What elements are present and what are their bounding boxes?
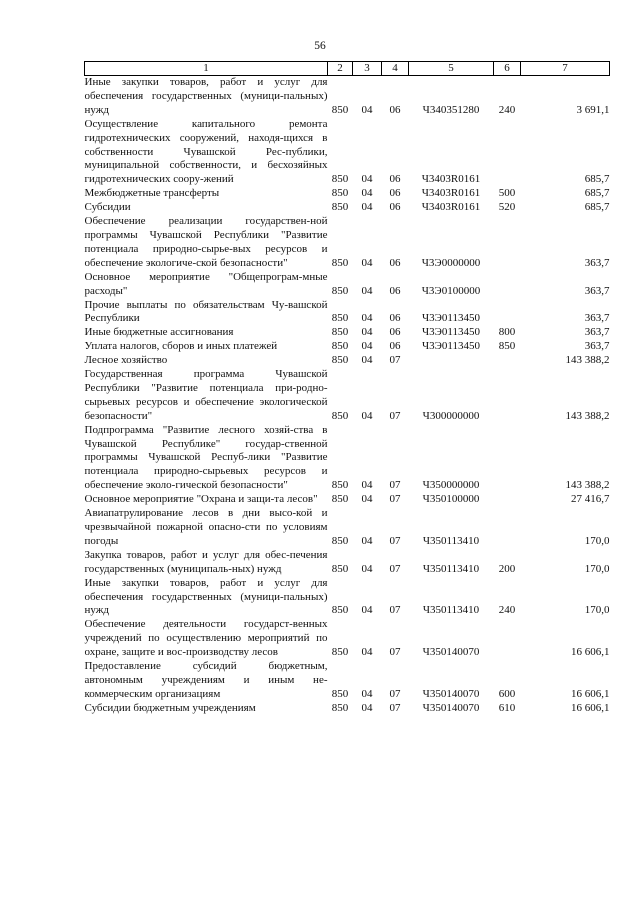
row-admin-code: 850 (331, 312, 349, 325)
row-subsection: 06 (389, 256, 401, 269)
row-section: 04 (361, 340, 373, 353)
row-admin-code: 850 (331, 687, 349, 700)
row-section: 04 (361, 701, 373, 714)
row-admin-code: 850 (331, 409, 349, 422)
row-admin-code: 850 (331, 256, 349, 269)
row-admin-code: 850 (331, 284, 349, 297)
row-amount: 16 606,1 (571, 646, 610, 659)
table-row (85, 493, 610, 507)
row-amount: 16 606,1 (571, 701, 610, 714)
table-row (85, 354, 610, 368)
row-expense-type (494, 507, 521, 549)
row-section: 04 (361, 409, 373, 422)
row-name: Межбюджетные трансферты (84, 187, 220, 200)
header-row (85, 62, 610, 76)
row-subsection: 07 (389, 701, 401, 714)
row-admin-code: 850 (331, 173, 349, 186)
row-subsection: 07 (389, 646, 401, 659)
row-admin-code: 850 (331, 534, 349, 547)
table-row (85, 187, 610, 201)
row-name: Предоставление субсидий бюджетным, автономным учреждениям и иным не-коммерческим организациям (84, 660, 328, 700)
row-admin-code: 850 (331, 187, 349, 200)
row-admin-code: 850 (331, 103, 349, 116)
row-admin-code: 850 (331, 354, 349, 367)
row-name: Обеспечение реализации государствен-ной программы Чувашской Республики "Развитие потенциала природно-сырье-вых ресурсов и обеспечение экологиче-ской безопасности" (84, 215, 328, 269)
row-subsection: 06 (389, 326, 401, 339)
table-row (85, 340, 610, 354)
row-target-article: Ч350140070 (422, 646, 480, 659)
row-subsection: 07 (389, 354, 401, 367)
table-row (85, 118, 610, 188)
row-target-article: Ч3Э0113450 (421, 312, 480, 325)
row-subsection: 07 (389, 409, 401, 422)
row-subsection: 06 (389, 103, 401, 116)
row-name: Основное мероприятие "Общепрограм-мные расходы" (84, 270, 328, 297)
row-section: 04 (361, 256, 373, 269)
row-expense-type (494, 424, 521, 494)
row-section: 04 (361, 562, 373, 575)
row-target-article: Ч350140070 (422, 687, 480, 700)
row-target-article: Ч350113410 (422, 604, 480, 617)
row-target-article: Ч350000000 (422, 479, 480, 492)
page-number: 56 (314, 40, 326, 52)
row-name: Осуществление капитального ремонта гидротехнических сооружений, находя-щихся в собственности Чувашской Рес-публики, муниципальной собственности, и бесхозяйных гидротехнических соору-жений (84, 117, 328, 186)
row-section: 04 (361, 284, 373, 297)
row-target-article (409, 354, 494, 368)
row-amount: 170,0 (584, 534, 610, 547)
row-amount: 363,7 (584, 284, 610, 297)
row-expense-type: 240 (498, 604, 516, 617)
row-expense-type (494, 618, 521, 660)
row-section: 04 (361, 173, 373, 186)
row-admin-code: 850 (331, 326, 349, 339)
row-expense-type (494, 368, 521, 424)
row-admin-code: 850 (331, 340, 349, 353)
row-subsection: 07 (389, 687, 401, 700)
row-target-article: Ч3403R0161 (421, 173, 481, 186)
row-subsection: 07 (389, 604, 401, 617)
row-name: Субсидии бюджетным учреждениям (84, 701, 256, 714)
row-subsection: 06 (389, 173, 401, 186)
header-col-2: 2 (328, 62, 353, 76)
row-expense-type (494, 215, 521, 271)
row-name: Закупка товаров, работ и услуг для обес-печения государственных (муниципаль-ных) нужд (84, 548, 328, 575)
row-section: 04 (361, 534, 373, 547)
row-amount: 363,7 (584, 326, 610, 339)
row-subsection: 07 (389, 479, 401, 492)
row-section: 04 (361, 687, 373, 700)
table-row (85, 215, 610, 271)
row-section: 04 (361, 312, 373, 325)
row-section: 04 (361, 326, 373, 339)
header-col-4: 4 (382, 62, 409, 76)
row-target-article: Ч350140070 (422, 701, 480, 714)
row-expense-type: 610 (498, 701, 516, 714)
row-section: 04 (361, 604, 373, 617)
table-row (85, 660, 610, 702)
table-row (85, 326, 610, 340)
table-row (85, 76, 610, 118)
row-subsection: 06 (389, 340, 401, 353)
table-row (85, 299, 610, 327)
table-row (85, 549, 610, 577)
row-name: Авиапатрулирование лесов в дни высо-кой и чрезвычайной пожарной опасно-сти по условиям погоды (84, 507, 328, 547)
row-expense-type: 600 (498, 687, 516, 700)
row-target-article: Ч3Э0100000 (421, 284, 481, 297)
row-amount: 3 691,1 (576, 103, 610, 116)
row-amount: 363,7 (584, 312, 610, 325)
row-amount: 143 388,2 (565, 354, 610, 367)
row-subsection: 06 (389, 187, 401, 200)
row-expense-type: 800 (498, 326, 516, 339)
row-admin-code: 850 (331, 493, 349, 506)
row-section: 04 (361, 201, 373, 214)
table-row (85, 201, 610, 215)
row-name: Основное мероприятие "Охрана и защи-та лесов" (84, 493, 318, 506)
row-amount: 685,7 (584, 201, 610, 214)
row-subsection: 07 (389, 534, 401, 547)
header-col-7: 7 (521, 62, 610, 76)
table-body (85, 76, 610, 716)
table-row (85, 424, 610, 494)
row-target-article: Ч350113410 (422, 534, 480, 547)
row-section: 04 (361, 493, 373, 506)
row-amount: 685,7 (584, 173, 610, 186)
row-expense-type: 240 (498, 103, 516, 116)
row-expense-type (494, 493, 521, 507)
row-name: Прочие выплаты по обязательствам Чу-вашской Республики (84, 298, 328, 325)
row-subsection: 06 (389, 312, 401, 325)
row-section: 04 (361, 103, 373, 116)
row-expense-type (494, 299, 521, 327)
header-col-6: 6 (494, 62, 521, 76)
row-section: 04 (361, 479, 373, 492)
row-amount: 16 606,1 (571, 687, 610, 700)
row-name: Обеспечение деятельности государст-венных учреждений по осуществлению мероприятий по охране, защите и вос-производству лесов (84, 618, 328, 659)
header-col-5: 5 (409, 62, 494, 76)
row-expense-type (494, 271, 521, 299)
row-target-article: Ч300000000 (422, 409, 480, 422)
row-name: Иные закупки товаров, работ и услуг для обеспечения государственных (муници-пальных) нужд (84, 76, 328, 116)
row-subsection: 07 (389, 562, 401, 575)
table-row (85, 618, 610, 660)
row-amount: 143 388,2 (565, 409, 610, 422)
row-section: 04 (361, 354, 373, 367)
row-expense-type: 850 (498, 340, 516, 353)
row-subsection: 06 (389, 201, 401, 214)
row-expense-type: 520 (498, 201, 516, 214)
row-target-article: Ч350113410 (422, 562, 480, 575)
row-section: 04 (361, 646, 373, 659)
row-amount: 143 388,2 (565, 479, 610, 492)
row-expense-type: 200 (498, 562, 516, 575)
row-name: Подпрограмма "Развитие лесного хозяй-ства в Чувашской Республике" государ-ственной программы Чувашской Респуб-лики "Развитие потенциала природно-сырьевых ресурсов и обеспечение эколо-гической безопасности" (84, 423, 328, 492)
row-amount: 363,7 (584, 256, 610, 269)
row-admin-code: 850 (331, 701, 349, 714)
row-admin-code: 850 (331, 562, 349, 575)
row-target-article: Ч3403R0161 (421, 201, 481, 214)
row-target-article: Ч3Э0113450 (421, 326, 480, 339)
row-name: Государственная программа Чувашской Республики "Развитие потенциала при-родно-сырьевых ресурсов и обеспечение экологической безопасности" (84, 368, 328, 422)
header-col-3: 3 (353, 62, 382, 76)
header-col-1: 1 (85, 62, 328, 76)
row-amount: 363,7 (584, 340, 610, 353)
row-amount: 170,0 (584, 604, 610, 617)
row-name: Иные бюджетные ассигнования (84, 326, 234, 339)
row-admin-code: 850 (331, 479, 349, 492)
row-name: Уплата налогов, сборов и иных платежей (84, 340, 278, 353)
table-row (85, 507, 610, 549)
table-row (85, 702, 610, 716)
row-subsection: 07 (389, 493, 401, 506)
row-amount: 170,0 (584, 562, 610, 575)
row-name: Лесное хозяйство (84, 354, 168, 367)
row-amount: 27 416,7 (571, 493, 610, 506)
row-subsection: 06 (389, 284, 401, 297)
row-admin-code: 850 (331, 201, 349, 214)
row-target-article: Ч340351280 (422, 103, 480, 116)
row-section: 04 (361, 187, 373, 200)
row-target-article: Ч3Э0113450 (421, 340, 480, 353)
row-target-article: Ч3Э0000000 (421, 256, 481, 269)
table-row (85, 368, 610, 424)
row-admin-code: 850 (331, 646, 349, 659)
row-amount: 685,7 (584, 187, 610, 200)
row-target-article: Ч350100000 (422, 493, 480, 506)
budget-table (84, 61, 610, 716)
row-name: Субсидии (84, 201, 131, 214)
row-name: Иные закупки товаров, работ и услуг для обеспечения государственных (муници-пальных) нужд (84, 576, 328, 617)
row-target-article: Ч3403R0161 (421, 187, 481, 200)
row-expense-type (494, 354, 521, 368)
row-expense-type: 500 (498, 187, 516, 200)
row-admin-code: 850 (331, 604, 349, 617)
row-expense-type (494, 118, 521, 188)
table-row (85, 271, 610, 299)
table-row (85, 577, 610, 619)
